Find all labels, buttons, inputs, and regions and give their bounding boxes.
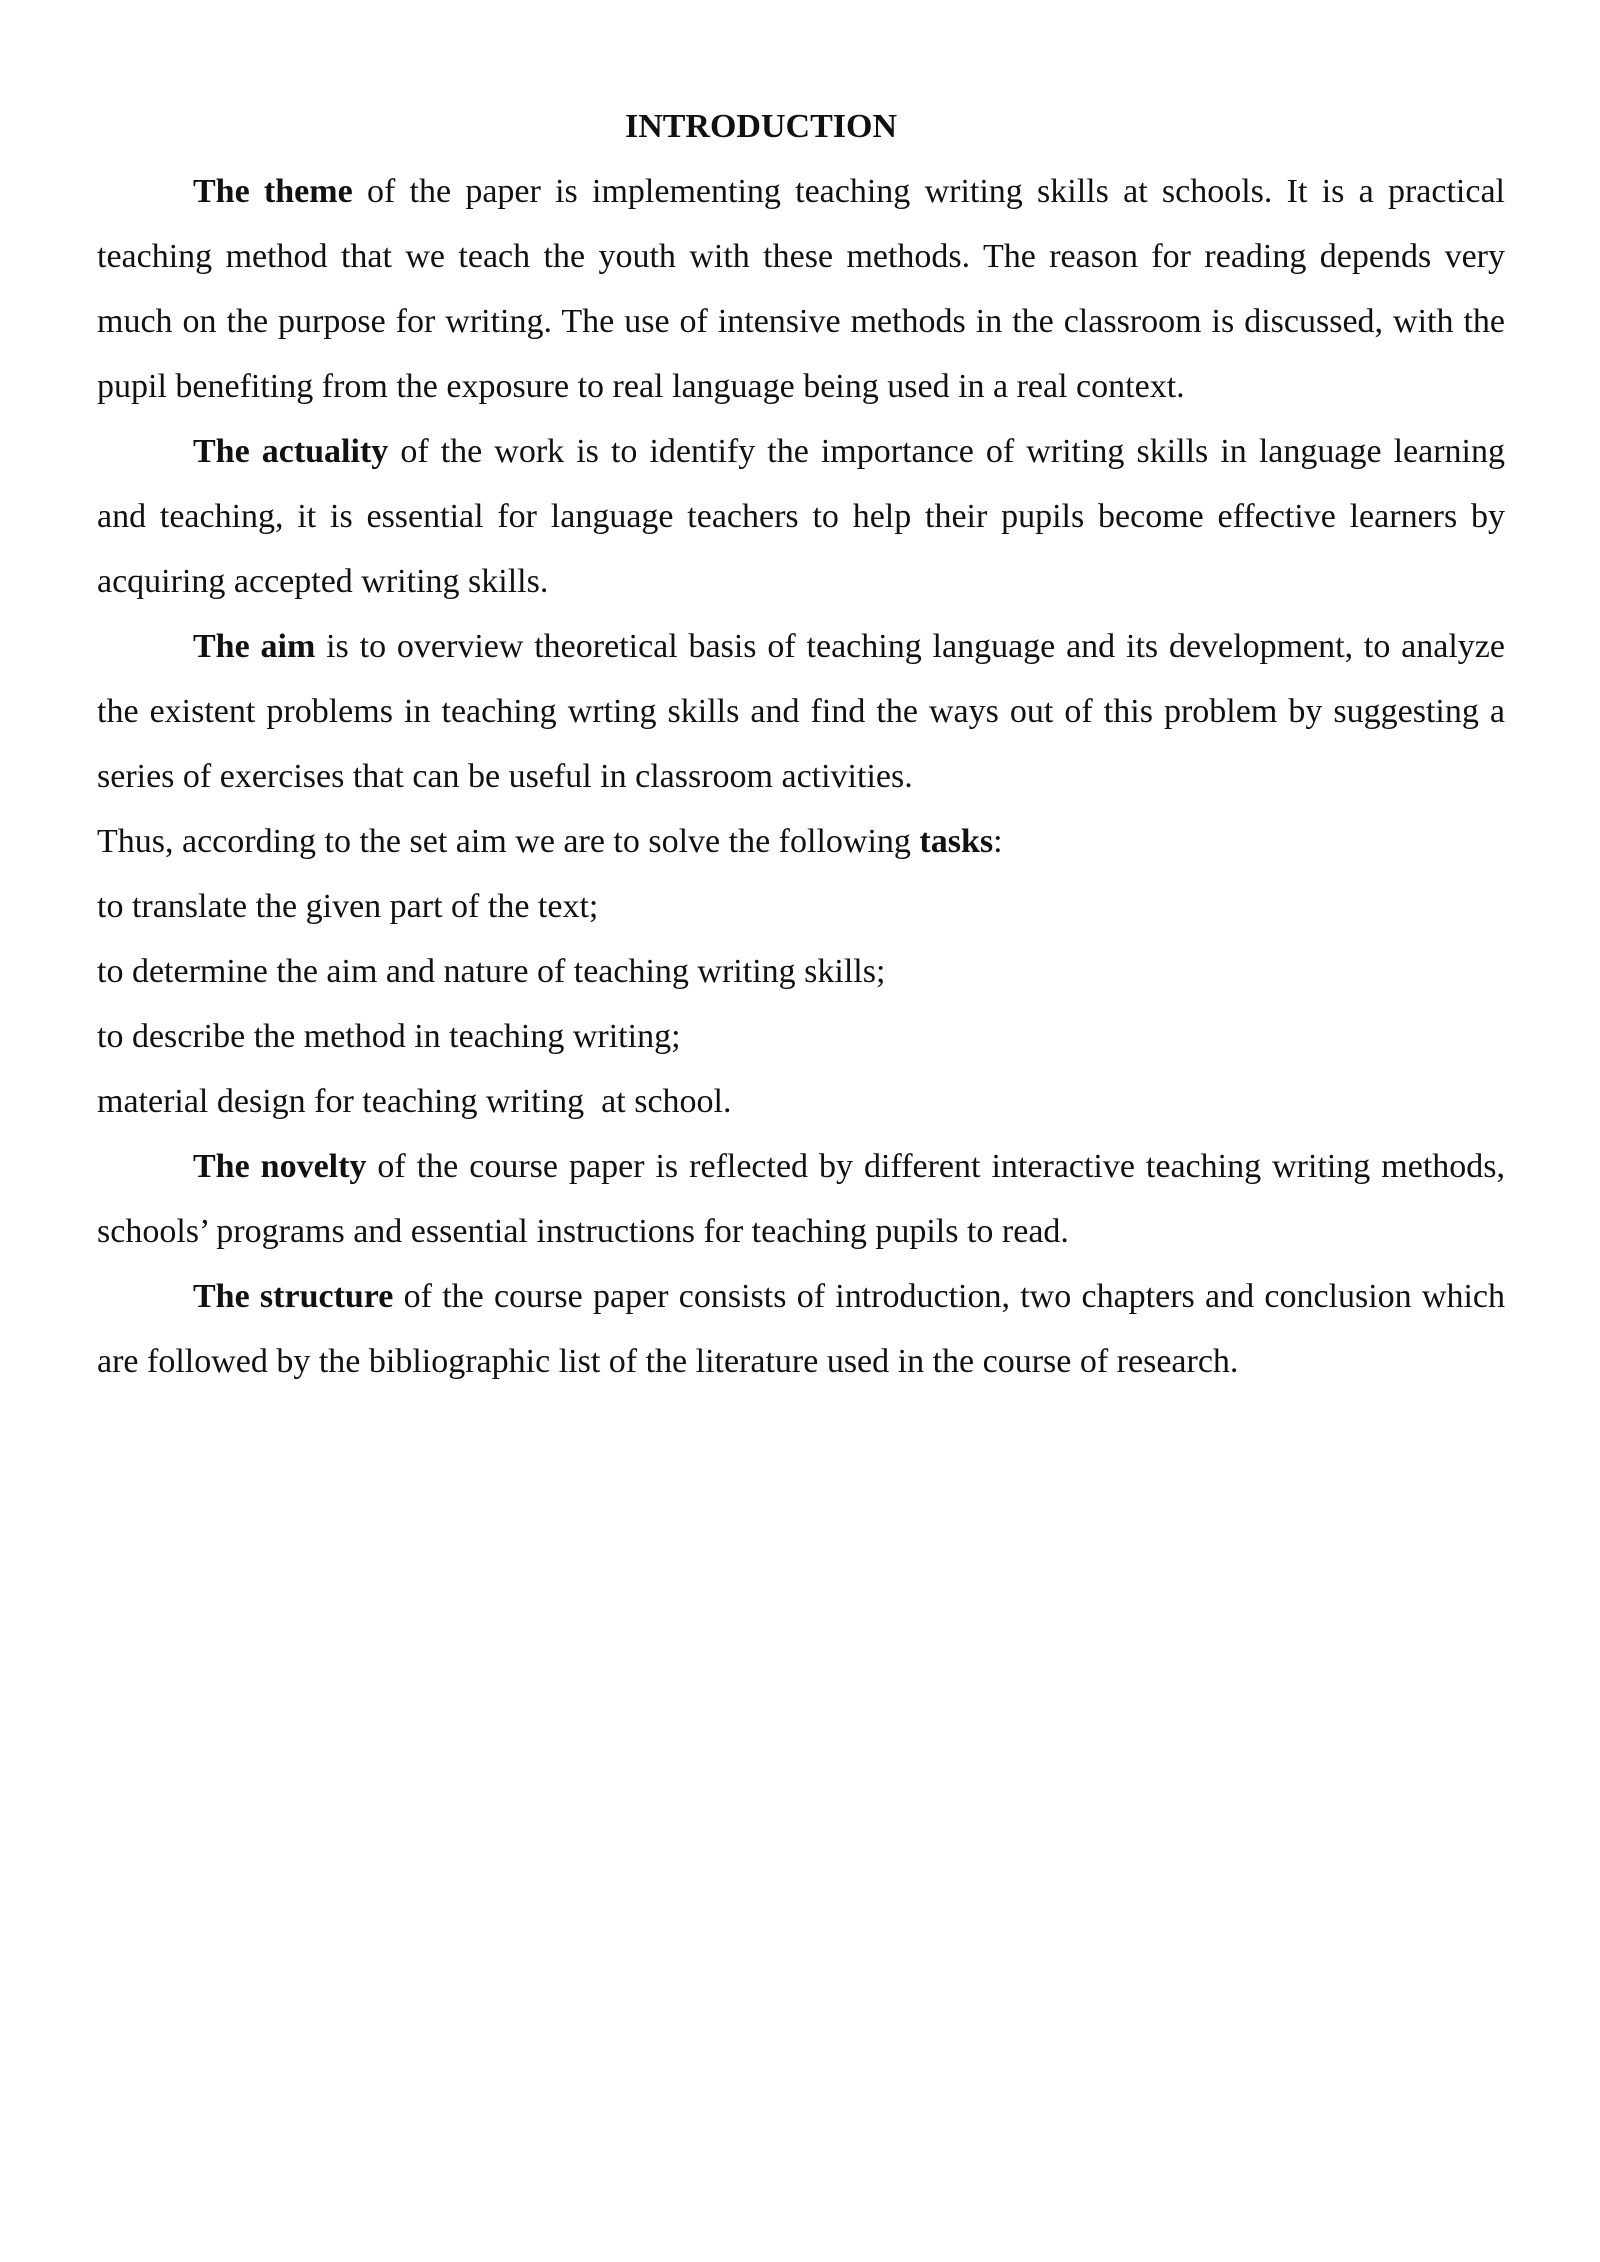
novelty-text: of the course paper is reflected by different interactive teaching writing methods, schools’ programs and essential instructions for teaching pupils to read. <box>97 1148 1505 1250</box>
task-item: material design for teaching writing at school. <box>97 1083 732 1120</box>
aim-lead: The aim <box>193 628 316 665</box>
tasks-intro <box>97 809 1505 874</box>
tasks-intro-text: Thus, according to the set aim we are to solve the following <box>97 823 920 860</box>
document-page <box>97 94 1505 1394</box>
structure-paragraph <box>97 1264 1505 1394</box>
actuality-text: of the work is to identify the importance of writing skills in language learning and teaching, it is essential for language teachers to help their pupils become effective learners by acquiring accepted writing skills. <box>97 433 1506 600</box>
novelty-lead: The novelty <box>193 1148 367 1185</box>
task-item: to describe the method in teaching writing; <box>97 1018 681 1055</box>
theme-paragraph <box>97 159 1505 419</box>
tasks-intro-colon: : <box>993 823 1003 860</box>
structure-lead: The structure <box>193 1278 394 1315</box>
theme-lead: The theme <box>193 173 353 210</box>
actuality-lead: The actuality <box>193 433 389 470</box>
structure-text: of the course paper consists of introduction, two chapters and conclusion which are followed by the bibliographic list of the literature used in the course of research. <box>97 1278 1506 1380</box>
aim-paragraph <box>97 614 1505 809</box>
aim-text: is to overview theoretical basis of teaching language and its development, to analyze the existent problems in teaching wrting skills and find the ways out of this problem by suggesting a series of exercises that can be useful in classroom activities. <box>97 628 1505 795</box>
actuality-paragraph <box>97 419 1505 614</box>
novelty-paragraph <box>97 1134 1505 1264</box>
tasks-keyword: tasks <box>919 823 994 860</box>
task-item: to translate the given part of the text; <box>97 888 599 925</box>
task-item: to determine the aim and nature of teaching writing skills; <box>97 953 886 990</box>
theme-text: of the paper is implementing teaching writing skills at schools. It is a practical teaching method that we teach the youth with these methods. The reason for reading depends very much on the purpose for writing. The use of intensive methods in the classroom is discussed, with the pupil benefiting from the exposure to real language being used in a real context. <box>97 173 1505 405</box>
page-title: INTRODUCTION <box>624 108 898 145</box>
